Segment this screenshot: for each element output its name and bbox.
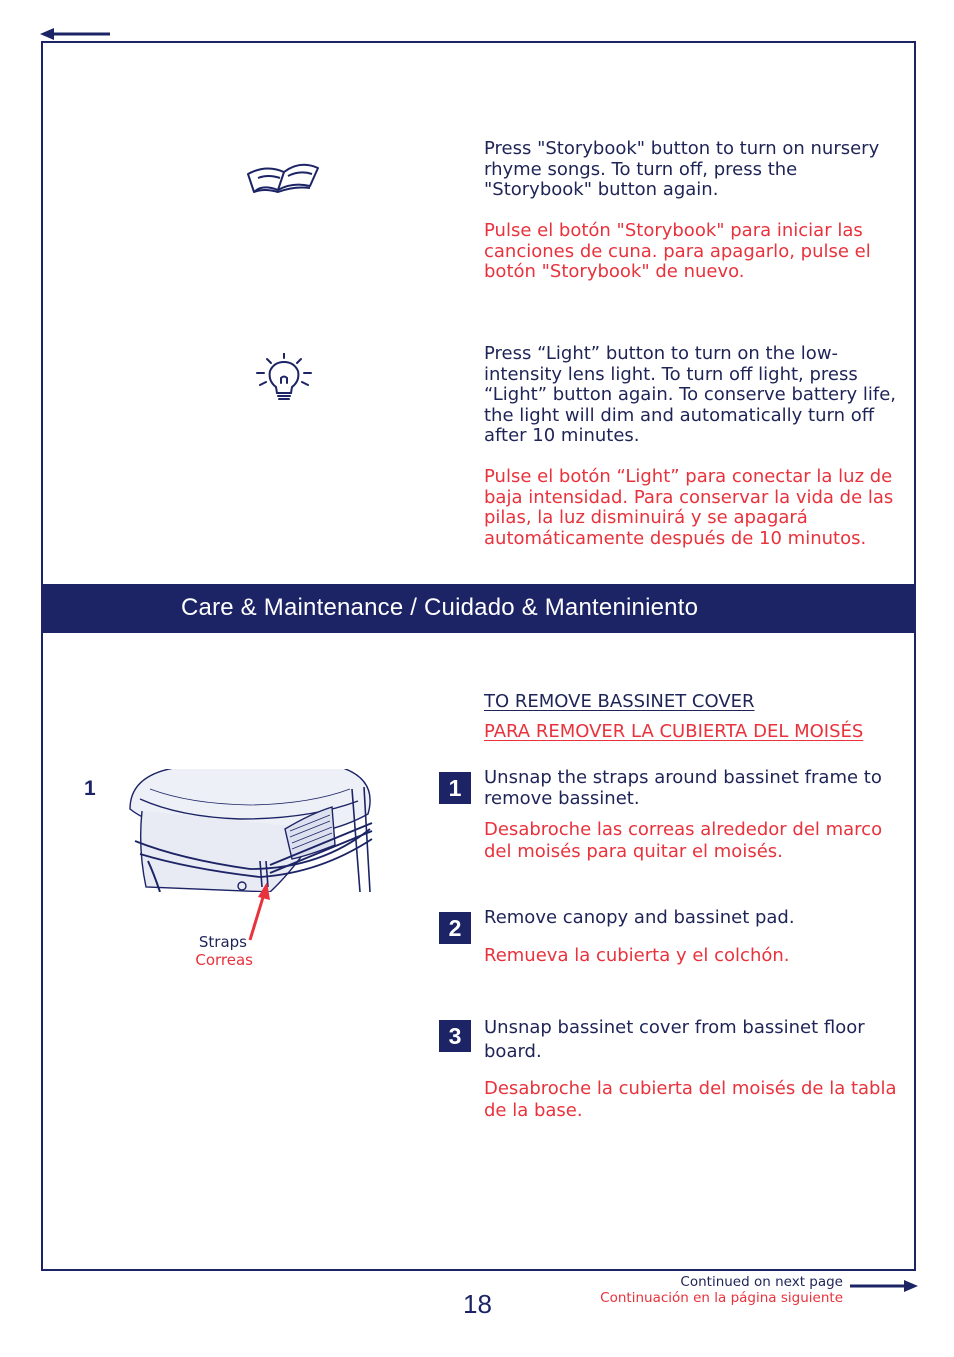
step-2-es: Remueva la cubierta y el colchón. [484, 945, 790, 966]
step-3-en: Unsnap bassinet cover from bassinet floor board. [484, 1017, 865, 1062]
next-page-arrow-icon[interactable] [848, 1279, 920, 1293]
remove-cover-heading-es: PARA REMOVER LA CUBIERTA DEL MOISÉS [484, 721, 864, 742]
step-3-badge: 3 [439, 1020, 471, 1052]
storybook-instructions-es: Pulse el botón "Storybook" para iniciar las canciones de cuna. para apagarlo, pulse el botón "Storybook" de nuevo. [484, 220, 871, 282]
remove-cover-heading-en: TO REMOVE BASSINET COVER [484, 691, 755, 712]
section-title: Care & Maintenance / Cuidado & Manteniniento [181, 594, 699, 621]
straps-pointer-arrow [244, 880, 276, 942]
step-1-es: Desabroche las correas alrededor del marco del moisés para quitar el moisés. [484, 819, 883, 862]
light-bulb-icon [254, 353, 314, 405]
section-header [41, 584, 916, 633]
page-number: 18 [463, 1289, 492, 1319]
figure-number: 1 [84, 777, 96, 800]
figure-label-es: Correas [195, 951, 253, 969]
step-3-es: Desabroche la cubierta del moisés de la tabla de la base. [484, 1078, 897, 1121]
storybook-instructions-en: Press "Storybook" button to turn on nursery rhyme songs. To turn off, press the "Storybook" button again. [484, 138, 880, 200]
book-icon [244, 154, 322, 196]
figure-label-en: Straps [198, 933, 247, 951]
bassinet-illustration [120, 769, 378, 894]
step-2-badge: 2 [439, 912, 471, 944]
light-instructions-en: Press “Light” button to turn on the low-intensity lens light. To turn off light, press “Light” button again. To conserve battery life, the light will dim and automatically turn off after 10 minutes. [484, 343, 897, 446]
step-1-en: Unsnap the straps around bassinet frame to remove bassinet. [484, 767, 882, 809]
step-2-en: Remove canopy and bassinet pad. [484, 907, 795, 928]
step-1-badge: 1 [439, 772, 471, 804]
light-instructions-es: Pulse el botón “Light” para conectar la luz de baja intensidad. Para conservar la vida de las pilas, la luz disminuirá y se apagará automáticamente después de 10 minutos. [484, 466, 894, 549]
continued-note-en: Continued on next page [680, 1274, 843, 1290]
back-arrow-icon[interactable] [40, 27, 112, 41]
continued-note-es: Continuación en la página siguiente [600, 1290, 843, 1306]
